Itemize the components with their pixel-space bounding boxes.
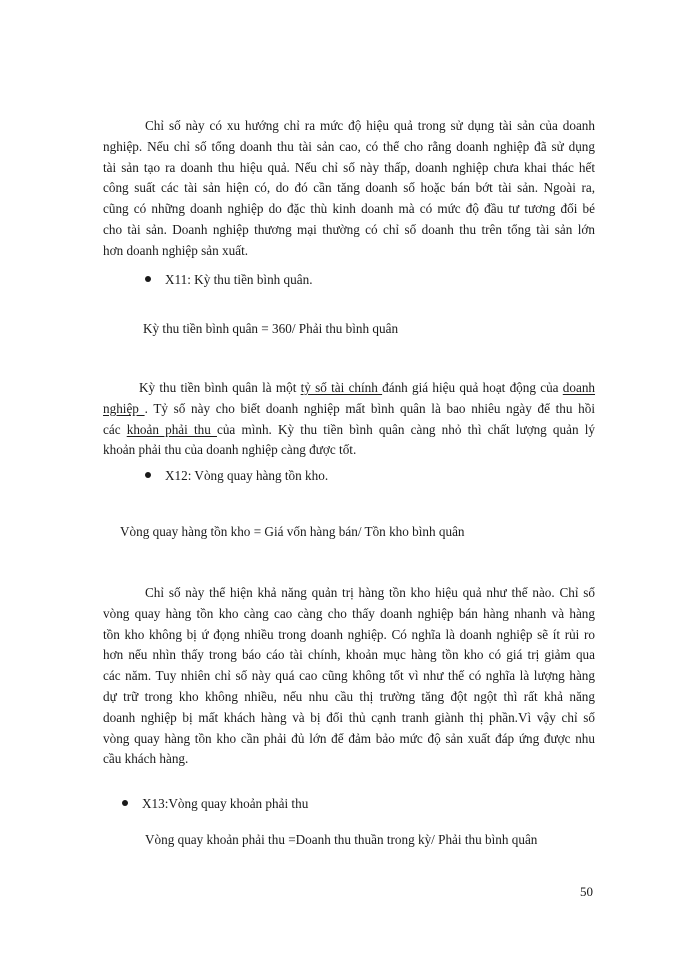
- paragraph-line: [103, 420, 595, 441]
- paragraph-line: cũng có những doanh nghiệp do đặc thù kinh doanh mà có mức độ đầu tư tương đối bé: [103, 201, 595, 217]
- paragraph-line: doanh nghiệp bị mất khách hàng và bị đối thủ cạnh tranh giành thị phần.Vì vậy chỉ số: [103, 709, 595, 725]
- paragraph-line: [103, 399, 595, 420]
- paragraph-asset-turnover: [103, 116, 595, 262]
- paragraph-line: hơn doanh nghiệp sản xuất.: [103, 242, 249, 258]
- paragraph-line: Chỉ số này có xu hướng chỉ ra mức độ hiệu quả trong sử dụng tài sản của doanh: [145, 118, 595, 133]
- paragraph-line: các năm. Tuy nhiên chỉ số này quá cao cũng không tốt vì như thế có nghĩa là lượng hàng: [103, 668, 595, 684]
- bullet-icon: [122, 800, 128, 806]
- paragraph-line: dự trữ trong kho không nhiều, nếu nhu cầu thị trường tăng đột ngột thì rất khả năng: [103, 688, 595, 704]
- paragraph-inventory-turnover: [103, 583, 595, 770]
- paragraph-line: nghiệp. Nếu chỉ số tổng doanh thu tài sản cao, có thể cho rằng doanh nghiệp đã sử dụng: [103, 138, 595, 154]
- link-khoan-phai-thu[interactable]: khoản phải thu: [126, 421, 217, 437]
- bullet-icon: [145, 472, 151, 478]
- paragraph-line: công suất các tài sản hiện có, do đó cần tăng doanh số hoặc bán bớt tài sản. Ngoài ra,: [103, 180, 595, 196]
- paragraph-collection-period: [103, 378, 595, 461]
- text-run: đánh giá hiệu quả hoạt động của: [382, 380, 563, 395]
- link-doanh-nghiep-cont[interactable]: nghiệp: [103, 400, 145, 416]
- paragraph-line: vòng quay hàng tồn kho càng cao càng cho thấy doanh nghiệp bán hàng nhanh và hàng: [103, 605, 595, 621]
- formula-x11: Kỳ thu tiền bình quân = 360/ Phải thu bình quân: [143, 321, 399, 336]
- link-doanh-nghiep[interactable]: doanh: [562, 380, 596, 395]
- formula-x13: Vòng quay khoản phải thu =Doanh thu thuần trong kỳ/ Phải thu bình quân: [145, 832, 538, 847]
- text-run: Kỳ thu tiền bình quân là một: [139, 380, 301, 395]
- bullet-item-x12: [145, 466, 328, 486]
- paragraph-line: vòng quay hàng tồn kho cần phải đủ lớn để đảm bảo mức độ sản xuất đáp ứng được nhu: [103, 730, 595, 746]
- bullet-item-x11: [145, 270, 313, 290]
- link-ty-so-tai-chinh[interactable]: tỷ số tài chính: [300, 380, 383, 395]
- paragraph-line: [103, 378, 595, 399]
- bullet-text: X12: Vòng quay hàng tồn kho.: [165, 468, 329, 483]
- paragraph-line: cho tài sản. Doanh nghiệp thương mại thường có chỉ số doanh thu trên tổng tài sản lớn: [103, 221, 595, 237]
- text-run: . Tỷ số này cho biết doanh nghiệp mất bình quân là bao nhiêu ngày để thu hồi: [144, 400, 595, 416]
- bullet-text: X11: Kỳ thu tiền bình quân.: [165, 272, 313, 287]
- bullet-item-x13: [122, 794, 308, 814]
- paragraph-line: hơn nếu nhìn thấy trong báo cáo tài chính, khoản mục hàng tồn kho có giá trị giảm qua: [103, 647, 595, 663]
- formula-x12: Vòng quay hàng tồn kho = Giá vốn hàng bán/ Tồn kho bình quân: [120, 524, 465, 539]
- paragraph-line: cầu khách hàng.: [103, 751, 189, 767]
- text-run: của mình. Kỳ thu tiền bình quân càng nhỏ thì chất lượng quản lý: [216, 421, 595, 437]
- paragraph-line: tài sản tạo ra doanh thu hiệu quả. Nếu chỉ số này thấp, doanh nghiệp chưa khai thác hết: [103, 159, 595, 175]
- page-number: 50: [580, 884, 593, 899]
- paragraph-line: Chỉ số này thể hiện khả năng quản trị hàng tồn kho hiệu quả như thế nào. Chỉ số: [145, 585, 595, 600]
- bullet-icon: [145, 276, 151, 282]
- paragraph-line: tồn kho không bị ứ đọng nhiều trong doanh nghiệp. Có nghĩa là doanh nghiệp sẽ ít rủi ro: [103, 626, 595, 642]
- paragraph-line: khoản phải thu của doanh nghiệp càng được tốt.: [103, 442, 357, 458]
- bullet-text: X13:Vòng quay khoản phải thu: [142, 796, 309, 811]
- text-run: các: [103, 421, 127, 437]
